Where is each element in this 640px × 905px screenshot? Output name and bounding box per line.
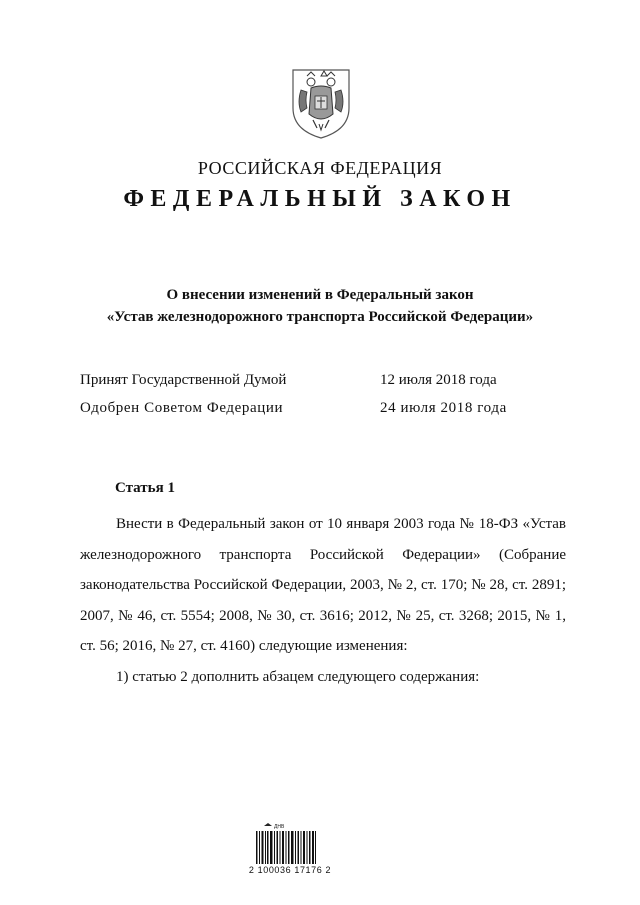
article-item-1: 1) статью 2 дополнить абзацем следующего содержания:: [116, 668, 480, 685]
council-date: 24 июля 2018 года: [380, 400, 507, 416]
law-title: [0, 284, 640, 328]
svg-text:ДНВ: ДНВ: [274, 824, 285, 830]
council-label: Одобрен Советом Федерации: [80, 400, 284, 416]
law-title-line-1: О внесении изменений в Федеральный закон: [166, 287, 474, 303]
state-emblem: [289, 68, 353, 140]
document-type: ФЕДЕРАЛЬНЫЙ ЗАКОН: [123, 186, 517, 212]
duma-date: 12 июля 2018 года: [380, 372, 497, 388]
article-body: [80, 509, 566, 692]
barcode-number: 2 100036 17176 2: [248, 865, 332, 875]
country-name: РОССИЙСКАЯ ФЕДЕРАЦИЯ: [197, 158, 443, 178]
article-paragraph-1: Внести в Федеральный закон от 10 января 2003 года № 18-ФЗ «Устав железнодорожного транспорта Российской Федерации» (Собрание законодательства Российской Федерации, 2003, № 2, ст. 170; № 28, ст. 2891; 2007, № 46, ст. 5554; 2008, № 30, ст. 3616; 2012, № 25, ст. 3268; 2015, № 1, ст. 56; 2016, № 27, ст. 4160) следующие изменения:: [80, 516, 566, 654]
article-heading: Статья 1: [115, 480, 175, 496]
law-title-line-2: «Устав железнодорожного транспорта Российской Федерации»: [106, 309, 534, 325]
duma-label: Принят Государственной Думой: [80, 372, 287, 388]
